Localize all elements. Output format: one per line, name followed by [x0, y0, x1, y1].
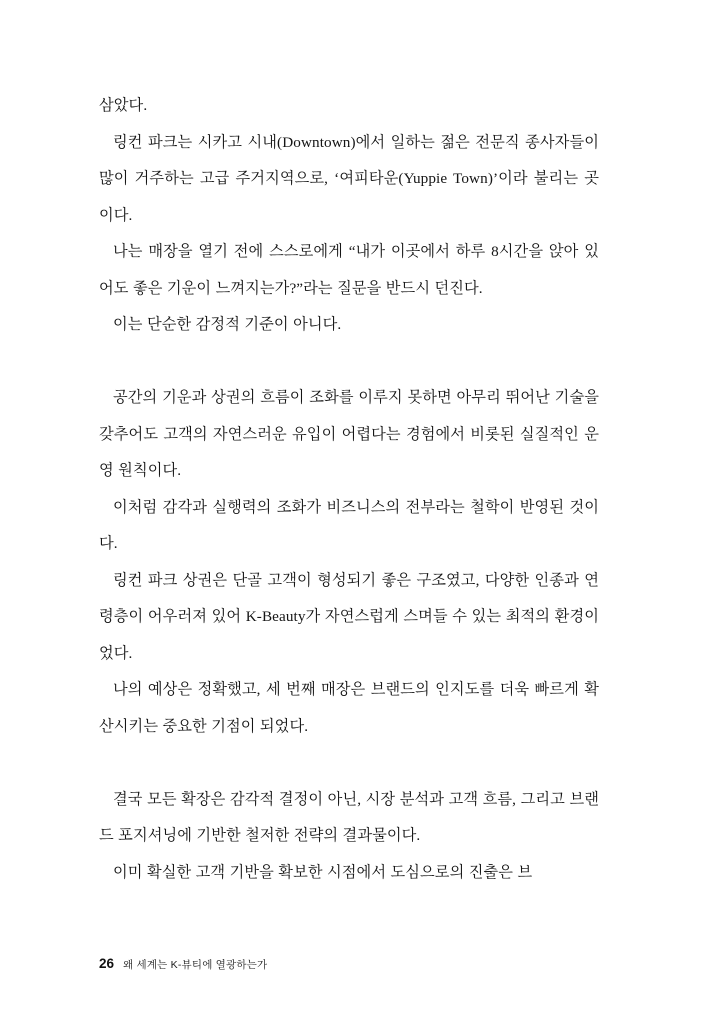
paragraph: 이미 확실한 고객 기반을 확보한 시점에서 도심으로의 진출은 브	[113, 863, 533, 881]
page-footer	[99, 956, 267, 972]
paragraph: 링컨 파크 상권은 단골 고객이 형성되기 좋은 구조였고, 다양한 인종과 연령층이 어우러져 있어 K-Beauty가 자연스럽게 스며들 수 있는 최적의 환경이었다.	[99, 571, 599, 662]
page-number: 26	[99, 956, 115, 971]
paragraph: 이는 단순한 감정적 기준이 아니다.	[113, 316, 342, 333]
running-title: 왜 세계는 K-뷰티에 열광하는가	[123, 959, 268, 971]
paragraph-spacer	[99, 344, 599, 381]
paragraph: 결국 모든 확장은 감각적 결정이 아닌, 시장 분석과 고객 흐름, 그리고 브랜드 포지셔닝에 기반한 철저한 전략의 결과물이다.	[99, 790, 599, 844]
paragraph: 공간의 기운과 상권의 흐름이 조화를 이루지 못하면 아무리 뛰어난 기술을 갖추어도 고객의 자연스러운 유입이 어렵다는 경험에서 비롯된 실질적인 운영 원칙이다.	[99, 389, 599, 479]
paragraph: 나의 예상은 정확했고, 세 번째 매장은 브랜드의 인지도를 더욱 빠르게 확산시키는 중요한 기점이 되었다.	[99, 681, 599, 735]
paragraph: 삼았다.	[99, 97, 148, 114]
body-text-block	[99, 88, 599, 891]
paragraph: 이처럼 감각과 실행력의 조화가 비즈니스의 전부라는 철학이 반영된 것이다.	[99, 498, 599, 552]
paragraph: 링컨 파크는 시카고 시내(Downtown)에서 일하는 젊은 전문직 종사자들이 많이 거주하는 고급 주거지역으로, ‘여피타운(Yuppie Town)’이라 불리는 곳이다.	[99, 133, 599, 224]
paragraph: 나는 매장을 열기 전에 스스로에게 “내가 이곳에서 하루 8시간을 앉아 있어도 좋은 기운이 느껴지는가?”라는 질문을 반드시 던진다.	[99, 243, 599, 297]
paragraph-spacer	[99, 745, 599, 782]
